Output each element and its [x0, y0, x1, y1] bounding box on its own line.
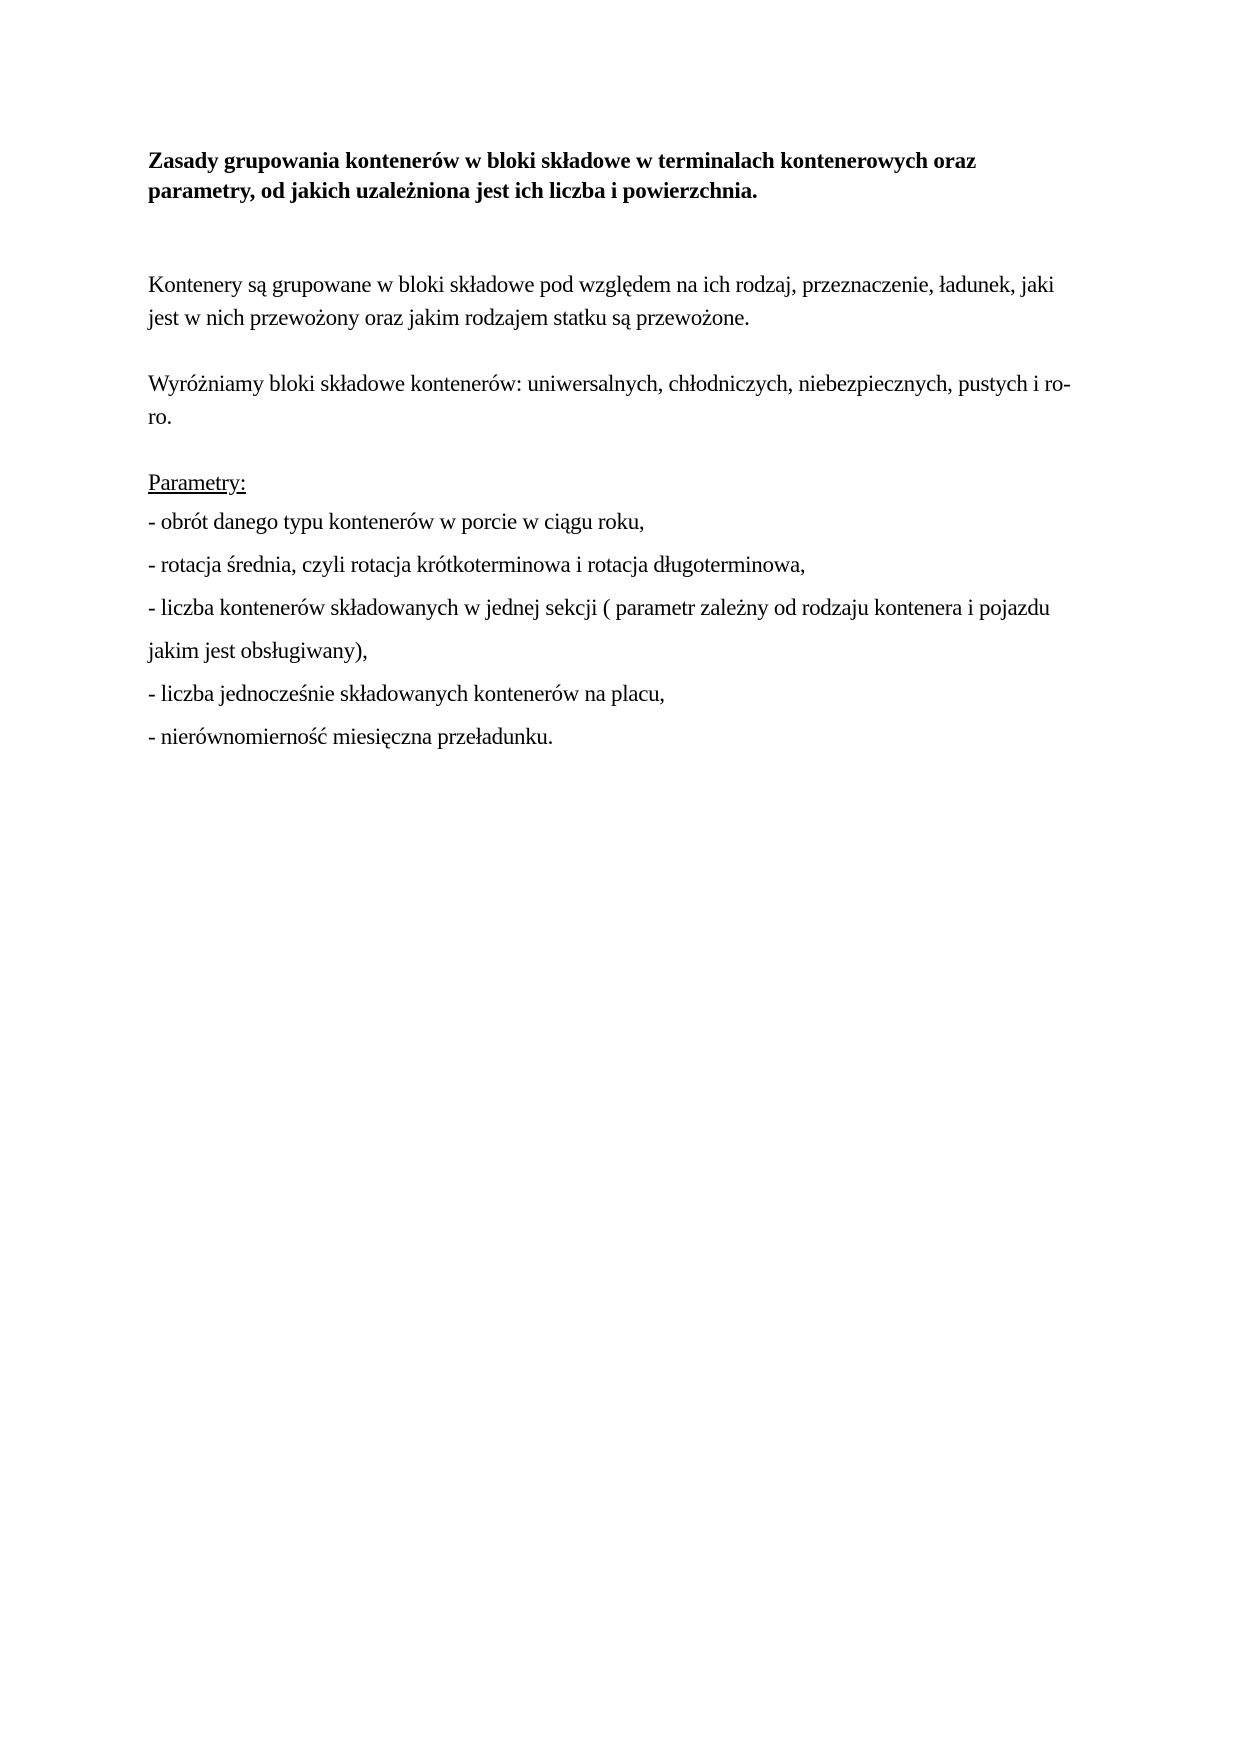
parameters-heading: Parametry: — [148, 470, 246, 495]
parameter-item: - obrót danego typu kontenerów w porcie w ciągu roku, — [148, 509, 645, 534]
document-title: Zasady grupowania kontenerów w bloki składowe w terminalach kontenerowych oraz parametry, od jakich uzależniona jest ich liczba i powierzchnia. — [148, 148, 976, 203]
parameter-item: - liczba jednocześnie składowanych kontenerów na placu, — [148, 681, 665, 706]
parameters-list — [148, 500, 1088, 758]
paragraph-block-types: Wyróżniamy bloki składowe kontenerów: uniwersalnych, chłodniczych, niebezpiecznych, pustych i ro-ro. — [148, 371, 1071, 429]
parameter-item: - nierównomierność miesięczna przeładunku. — [148, 724, 554, 749]
parameter-item: - rotacja średnia, czyli rotacja krótkoterminowa i rotacja długoterminowa, — [148, 552, 806, 577]
paragraph-grouping: Kontenery są grupowane w bloki składowe pod względem na ich rodzaj, przeznaczenie, ładunek, jaki jest w nich przewożony oraz jakim rodzajem statku są przewożone. — [148, 272, 1055, 330]
parameter-item: - liczba kontenerów składowanych w jednej sekcji ( parametr zależny od rodzaju kontenera i pojazdu jakim jest obsługiwany), — [148, 595, 1050, 663]
